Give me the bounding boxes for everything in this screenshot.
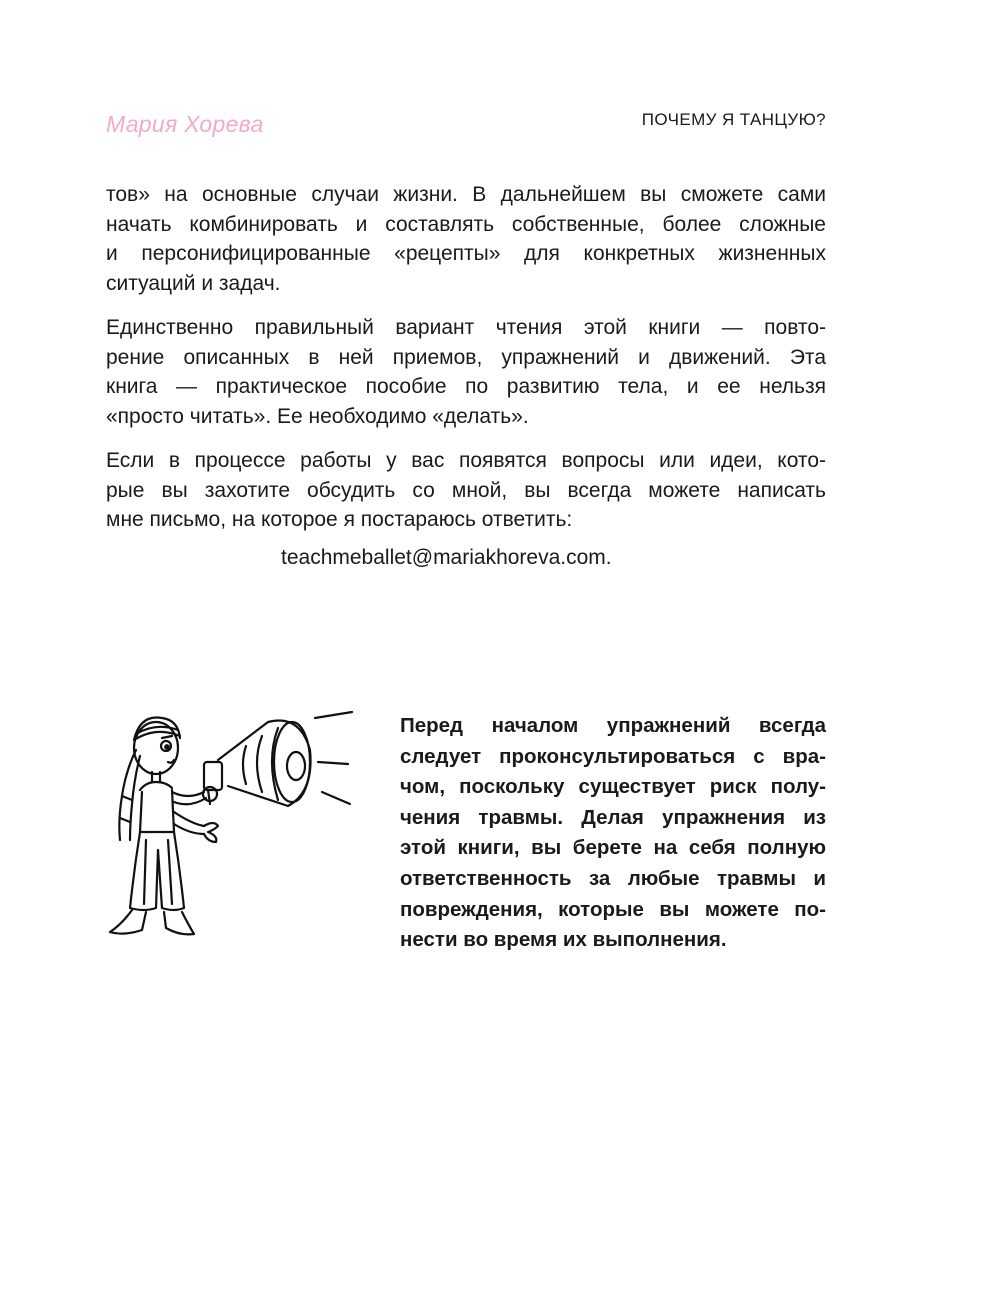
- paragraph: [106, 446, 826, 535]
- text-line: ситуаций и задач.: [106, 271, 281, 295]
- body-text: [106, 180, 826, 535]
- text-line: начать комбинировать и составлять собственные, более сложные: [106, 212, 826, 236]
- warning-line: чом, поскольку существует риск полу-: [400, 775, 826, 799]
- text-line: Если в процессе работы у вас появятся вопросы или идеи, кото-: [106, 449, 826, 472]
- text-line: рые вы захотите обсудить со мной, вы всегда можете написать: [106, 478, 826, 502]
- text-line: тов» на основные случаи жизни. В дальнейшем вы сможете сами: [106, 183, 826, 206]
- warning-line: следует проконсультироваться с вра-: [400, 744, 826, 768]
- text-line: мне письмо, на которое я постараюсь ответить:: [106, 508, 573, 531]
- warning-line: нести во время их выполнения.: [400, 928, 727, 952]
- text-line: Единственно правильный вариант чтения этой книги — повто-: [106, 316, 826, 339]
- text-line: «просто читать». Ее необходимо «делать».: [106, 404, 529, 428]
- running-head-chapter-title: ПОЧЕМУ Я ТАНЦУЮ?: [641, 110, 826, 129]
- paragraph: [106, 180, 826, 298]
- text-line: и персонифицированные «рецепты» для конкретных жизненных: [106, 242, 826, 265]
- paragraph: [106, 313, 826, 431]
- warning-line: повреждения, которые вы можете по-: [400, 897, 826, 921]
- warning-line: ответственность за любые травмы и: [400, 866, 826, 890]
- text-line: книга — практическое пособие по развитию тела, и ее нельзя: [106, 375, 826, 398]
- running-head-author: Мария Хорева: [106, 111, 264, 137]
- warning-line: чения травмы. Делая упражнения из: [400, 805, 826, 829]
- contact-email: teachmeballet@mariakhoreva.com.: [281, 546, 612, 569]
- girl-with-megaphone-icon: [100, 700, 370, 950]
- text-line: рение описанных в ней приемов, упражнений и движений. Эта: [106, 345, 826, 369]
- warning-line: этой книги, вы берете на себя полную: [400, 836, 826, 860]
- warning-line: Перед началом упражнений всегда: [400, 714, 826, 737]
- medical-warning: [400, 711, 826, 956]
